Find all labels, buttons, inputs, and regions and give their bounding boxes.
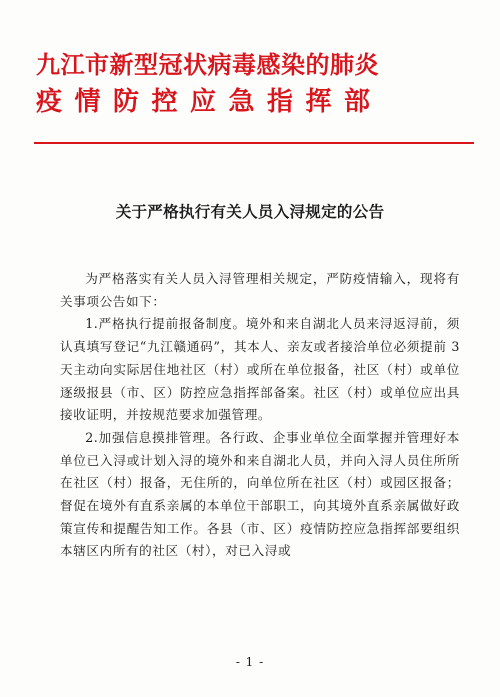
item-2-paragraph: 2.加强信息摸排管理。各行政、企事业单位全面掌握并管理好本单位已入浔或计划入浔的境外和来自湖北人员，并向入浔人员住所所在社区（村）报备，无住所的，向单位所在社区（村）或园区报备；督促在境外有直系亲属的本单位干部职工，向其境外直系亲属做好政策宣传和提醒告知工作。各县（市、区）疫情防控应急指挥部要组织本辖区内所有的社区（村），对已入浔或 <box>60 429 460 559</box>
document-title: 关于严格执行有关人员入浔规定的公告 <box>115 203 385 221</box>
issuer-header <box>36 48 476 122</box>
header-divider <box>34 142 474 144</box>
page-number: - 1 - <box>235 655 265 669</box>
intro-paragraph: 为严格落实有关人员入浔管理相关规定，严防疫情输入，现将有关事项公告如下： <box>60 271 460 309</box>
item-1-paragraph: 1.严格执行提前报备制度。境外和来自湖北人员来浔返浔前，须认真填写登记“九江赣通码”，其本人、亲友或者接洽单位必须提前 3 天主动向实际居住地社区（村）或所在单位报备，社区（村）或单位逐级报县（市、区）防控应急指挥部备案。社区（村）或单位应出具接收证明，并按规范要求加强管理。 <box>60 316 460 423</box>
issuer-header-line-2: 疫情防控应急指挥部 <box>36 87 383 117</box>
document-body <box>60 268 460 563</box>
issuer-header-line-1: 九江市新型冠状病毒感染的肺炎 <box>36 51 379 79</box>
